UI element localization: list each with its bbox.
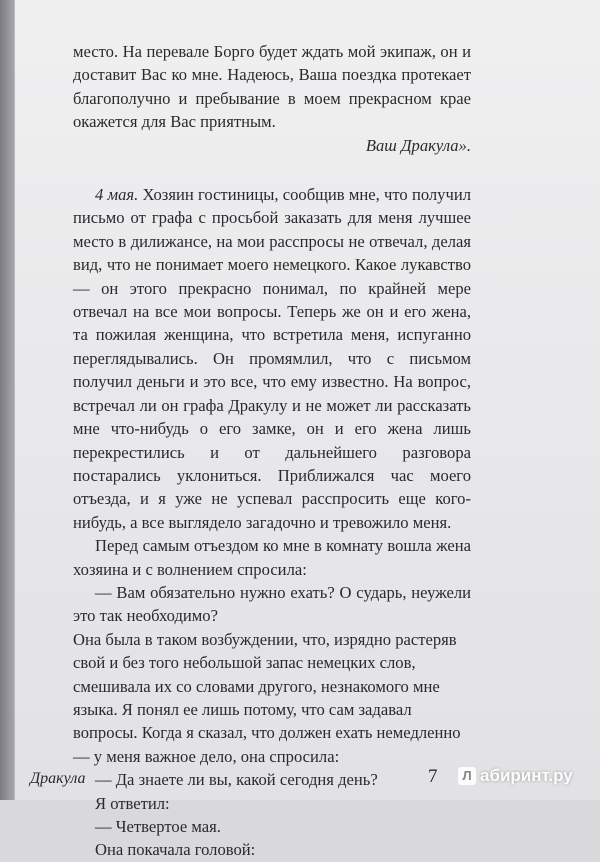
dialogue-day-question: — Да знаете ли вы, какой сегодня день? (95, 770, 378, 790)
book-page (14, 0, 600, 860)
letter-signature: Ваш Дракула». (365, 135, 471, 155)
letter-closing-paragraph: место. На перевале Борго будет ждать мой экипаж, он и доставит Вас ко мне. Надеюсь, Ваша поездка протекает благополучно и пребывание в моем прекрасном крае окажется для Вас приятным. (73, 42, 471, 132)
page-text (73, 40, 471, 862)
page-number: 7 (428, 766, 438, 787)
watermark (458, 766, 573, 786)
running-footer-title: Дракула (30, 770, 86, 787)
watermark-logo-icon: Л (458, 767, 476, 785)
excitement-paragraph: Она была в таком возбуждении, что, изрядно растеряв свой и без того небольшой запас немецких слов, смешивала их со словами другого, незнакомого мне языка. Я понял ее лишь потому, что сам задавал вопросы. Когда я сказал, что должен ехать немедленно — у меня важное дело, она спросила: (73, 629, 461, 766)
entry-date: 4 мая. (95, 185, 139, 205)
dialogue-answer: — Четвертое мая. (95, 817, 221, 836)
entry-text: Хозяин гостиницы, сообщив мне, что получил письмо от графа с просьбой заказать для меня лучшее место в дилижансе, на мои расспросы не отвечал, делая вид, что не понимает моего немецкого. Какое лукавство — он этого прекрасно понимал, по крайней мере отвечал на все мои вопросы. Теперь же он и его жена, та пожилая женщина, что встретила меня, испуганно переглядывались. Он промямлил, что с письмом получил деньги и это все, что ему известно. На вопрос, встречал ли он графа Дракулу и не может ли рассказать мне что-нибудь о его замке, он и его жена лишь перекрестились и от дальнейшего разговора постарались уклониться. Приближался час моего отъезда, и я уже не успевал расспросить еще кого-нибудь, а все выглядело загадочно и тревожило меня. (73, 185, 471, 532)
head-shake-line: Она покачала головой: (95, 840, 256, 860)
dialogue-question: — Вам обязательно нужно ехать? О сударь, неужели это так необходимо? (73, 582, 471, 626)
diary-entry-paragraph (73, 183, 471, 534)
departure-paragraph: Перед самым отъездом ко мне в комнату вошла жена хозяина и с волнением спросила: (73, 536, 471, 579)
watermark-text: абиринт.ру (480, 766, 573, 785)
reply-intro: Я ответил: (95, 793, 170, 813)
